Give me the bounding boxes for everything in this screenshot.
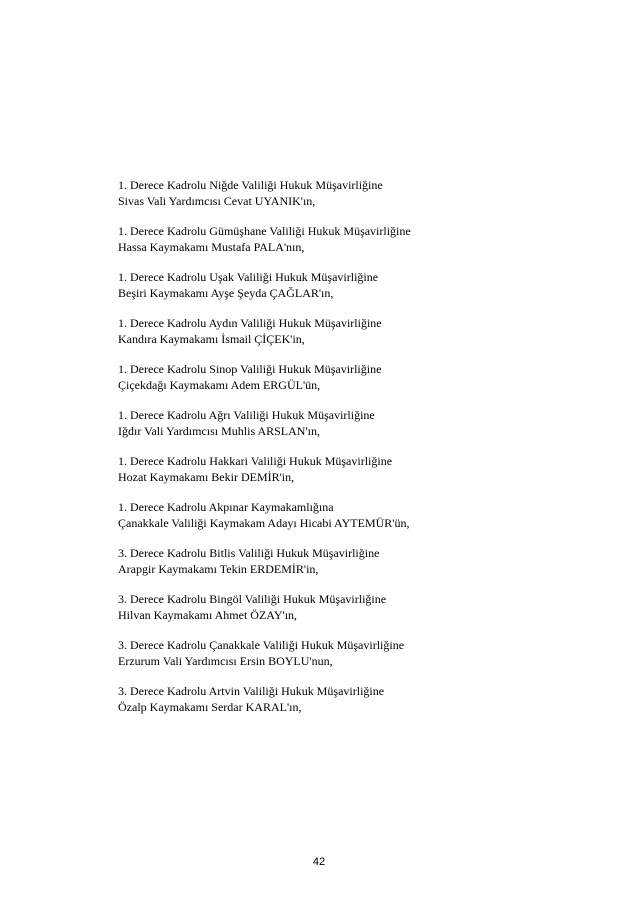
position-line: 1. Derece Kadrolu Sinop Valiliği Hukuk Müşavirliğine: [118, 362, 382, 376]
position-line: 1. Derece Kadrolu Uşak Valiliği Hukuk Müşavirliğine: [118, 270, 379, 284]
appointment-entry: [118, 223, 558, 255]
appointee-line: Iğdır Vali Yardımcısı Muhlis ARSLAN'ın,: [118, 424, 320, 438]
appointment-entry: [118, 453, 558, 485]
position-line: 3. Derece Kadrolu Artvin Valiliği Hukuk Müşavirliğine: [118, 684, 385, 698]
appointment-entry: [118, 545, 558, 577]
position-line: 1. Derece Kadrolu Niğde Valiliği Hukuk Müşavirliğine: [118, 178, 383, 192]
position-line: 1. Derece Kadrolu Gümüşhane Valiliği Hukuk Müşavirliğine: [118, 224, 411, 238]
appointment-entry: [118, 315, 558, 347]
appointee-line: Hassa Kaymakamı Mustafa PALA'nın,: [118, 240, 305, 254]
appointment-entry: [118, 683, 558, 715]
appointee-line: Beşiri Kaymakamı Ayşe Şeyda ÇAĞLAR'ın,: [118, 286, 334, 300]
appointment-list: [118, 177, 558, 729]
appointee-line: Hozat Kaymakamı Bekir DEMİR'in,: [118, 470, 295, 484]
position-line: 1. Derece Kadrolu Aydın Valiliği Hukuk Müşavirliğine: [118, 316, 382, 330]
position-line: 1. Derece Kadrolu Ağrı Valiliği Hukuk Müşavirliğine: [118, 408, 375, 422]
appointment-entry: [118, 177, 558, 209]
appointment-entry: [118, 361, 558, 393]
appointment-entry: [118, 407, 558, 439]
appointee-line: Sivas Vali Yardımcısı Cevat UYANIK'ın,: [118, 194, 316, 208]
appointee-line: Erzurum Vali Yardımcısı Ersin BOYLU'nun,: [118, 654, 333, 668]
position-line: 3. Derece Kadrolu Bitlis Valiliği Hukuk Müşavirliğine: [118, 546, 380, 560]
page-number: 42: [312, 856, 326, 868]
appointment-entry: [118, 499, 558, 531]
appointee-line: Hilvan Kaymakamı Ahmet ÖZAY'ın,: [118, 608, 298, 622]
appointee-line: Özalp Kaymakamı Serdar KARAL'ın,: [118, 700, 302, 714]
appointee-line: Kandıra Kaymakamı İsmail ÇİÇEK'in,: [118, 332, 305, 346]
position-line: 1. Derece Kadrolu Akpınar Kaymakamlığına: [118, 500, 334, 514]
appointee-line: Arapgir Kaymakamı Tekin ERDEMİR'in,: [118, 562, 319, 576]
appointment-entry: [118, 591, 558, 623]
appointee-line: Çanakkale Valiliği Kaymakam Adayı Hicabi AYTEMÜR'ün,: [118, 516, 410, 530]
position-line: 3. Derece Kadrolu Çanakkale Valiliği Hukuk Müşavirliğine: [118, 638, 405, 652]
appointee-line: Çiçekdağı Kaymakamı Adem ERGÜL'ün,: [118, 378, 321, 392]
position-line: 1. Derece Kadrolu Hakkari Valiliği Hukuk Müşavirliğine: [118, 454, 393, 468]
appointment-entry: [118, 269, 558, 301]
appointment-entry: [118, 637, 558, 669]
position-line: 3. Derece Kadrolu Bingöl Valiliği Hukuk Müşavirliğine: [118, 592, 387, 606]
